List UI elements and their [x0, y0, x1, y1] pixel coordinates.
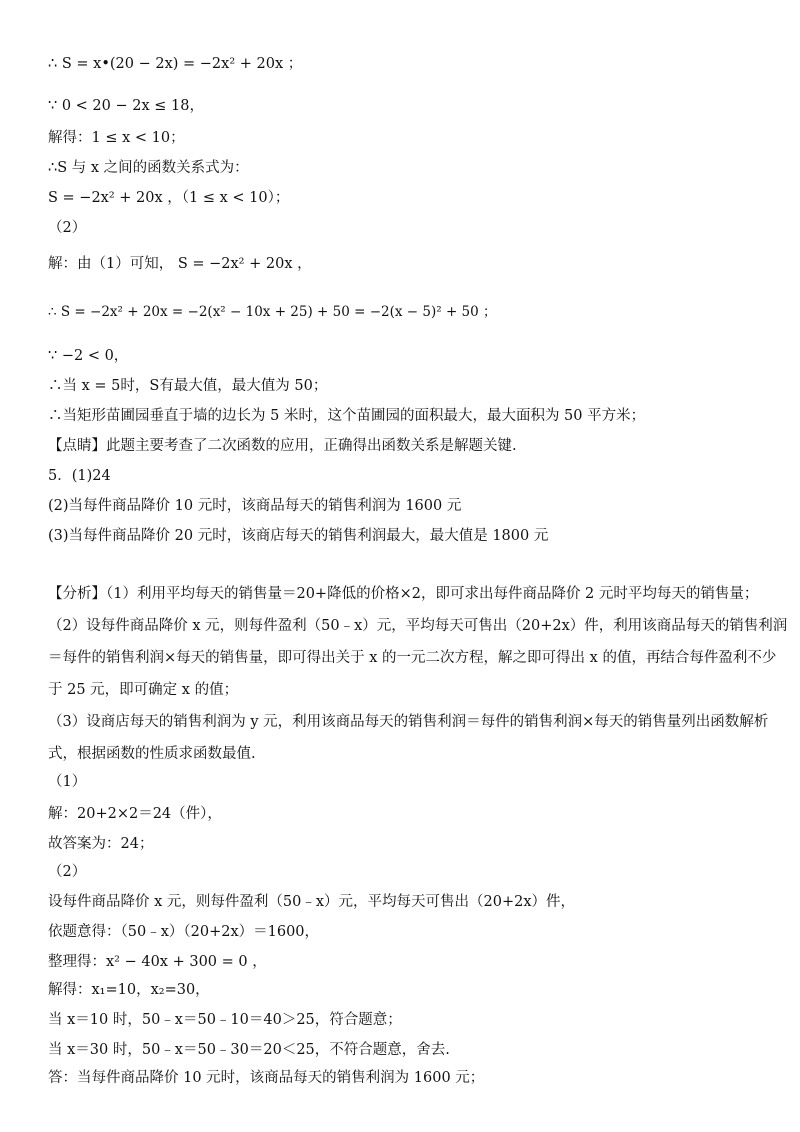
text-line: （2） [48, 864, 87, 880]
text-line: ∴ S = x•(20 − 2x) = −2x² + 20x ； [48, 56, 303, 72]
text-line: ＝每件的销售利润×每天的销售量，即可得出关于 x 的一元二次方程，解之即可得出 x 的值，再结合每件盈利不少 [48, 650, 777, 666]
text-line: ∴S 与 x 之间的函数关系式为： [48, 160, 249, 176]
text-line: ∵ 0 < 20 − 2x ≤ 18， [48, 98, 204, 114]
text-line: ∵ −2 < 0， [48, 348, 129, 364]
text-line: 解：由（1）可知， S = −2x² + 20x ， [48, 256, 312, 272]
text-line: 设每件商品降价 x 元，则每件盈利（50﹣x）元，平均每天可售出（20+2x）件， [48, 894, 576, 910]
text-line: （2） [48, 220, 87, 236]
text-line: 式，根据函数的性质求函数最值. [48, 746, 256, 762]
text-line: 【分析】（1）利用平均每天的销售量＝20+降低的价格×2，即可求出每件商品降价 2 元时平均每天的销售量； [48, 586, 759, 602]
text-line: ∴ S = −2x² + 20x = −2(x² − 10x + 25) + 50 = −2(x − 5)² + 50 ； [48, 304, 497, 320]
text-line: ∴当 x = 5时，S有最大值，最大值为 50； [48, 378, 328, 394]
text-line: (2)当每件商品降价 10 元时，该商品每天的销售利润为 1600 元 [48, 498, 462, 514]
text-line: 当 x＝30 时，50﹣x＝50﹣30＝20＜25，不符合题意，舍去. [48, 1042, 450, 1058]
text-line: 解得：1 ≤ x < 10； [48, 130, 185, 146]
text-line: 故答案为：24； [48, 836, 154, 852]
text-line: ∴当矩形苗圃园垂直于墙的边长为 5 米时，这个苗圃园的面积最大，最大面积为 50 平方米； [48, 408, 646, 424]
text-line: 答：当每件商品降价 10 元时，该商品每天的销售利润为 1600 元； [48, 1070, 485, 1086]
text-line: 整理得：x² − 40x + 300 = 0 ， [48, 954, 267, 970]
text-line: （2）设每件商品降价 x 元，则每件盈利（50﹣x）元，平均每天可售出（20+2x）件，利用该商品每天的销售利润 [48, 618, 788, 634]
text-line: 解得：x₁=10，x₂=30， [48, 982, 210, 998]
text-line: （3）设商店每天的销售利润为 y 元，利用该商品每天的销售利润＝每件的销售利润×每天的销售量列出函数解析 [48, 714, 769, 730]
text-line: 于 25 元，即可确定 x 的值； [48, 682, 239, 698]
text-line: 当 x＝10 时，50﹣x＝50﹣10＝40＞25，符合题意； [48, 1012, 402, 1028]
text-line: 解：20+2×2＝24（件）， [48, 806, 222, 822]
text-line: 5．(1)24 [48, 468, 111, 484]
text-line: 【点睛】此题主要考查了二次函数的应用，正确得出函数关系是解题关键. [48, 438, 517, 454]
text-line: 依题意得：（50﹣x）（20+2x）＝1600， [48, 924, 320, 940]
text-line: S = −2x² + 20x ，（1 ≤ x < 10）； [48, 190, 290, 206]
text-line: (3)当每件商品降价 20 元时，该商店每天的销售利润最大，最大值是 1800 元 [48, 528, 549, 544]
text-line: （1） [48, 774, 87, 790]
